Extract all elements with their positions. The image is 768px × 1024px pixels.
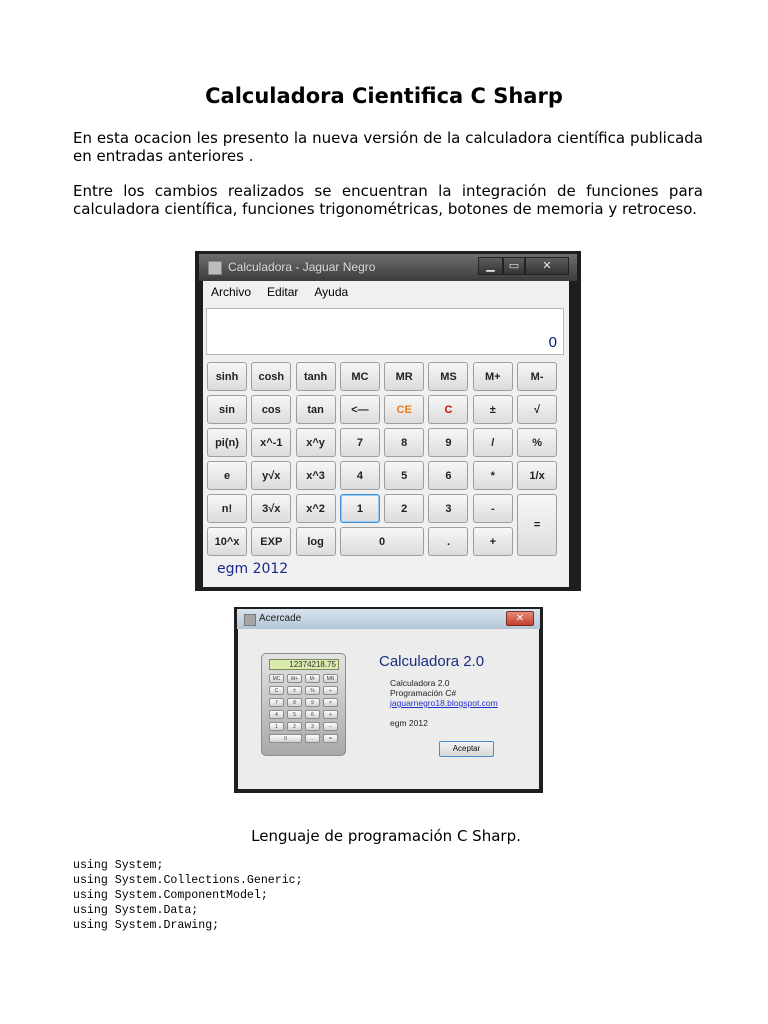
about-close-button[interactable]: ✕ [506,611,534,626]
key-add[interactable]: + [473,527,513,556]
illustration-key: M- [305,674,320,683]
key-tan[interactable]: tan [296,395,336,424]
calculator-display [206,308,564,355]
keypad [207,362,563,557]
code-block [73,858,303,933]
illustration-key: 7 [269,698,284,707]
key-cube-root[interactable]: 3√x [251,494,291,523]
key-5[interactable]: 5 [384,461,424,490]
key-clear[interactable]: C [428,395,468,424]
key-reciprocal[interactable]: 1/x [517,461,557,490]
illustration-key: 5 [287,710,302,719]
key-log[interactable]: log [296,527,336,556]
page-title: Calculadora Cientifica C Sharp [205,84,563,108]
key-8[interactable]: 8 [384,428,424,457]
illustration-key: 2 [287,722,302,731]
code-line: using System.ComponentModel; [73,889,268,902]
key-cube[interactable]: x^3 [296,461,336,490]
illustration-key: ÷ [323,686,338,695]
key-ten-power[interactable]: 10^x [207,527,247,556]
about-blog-link[interactable]: jaguarnegro18.blogspot.com [390,698,498,708]
key-cos[interactable]: cos [251,395,291,424]
key-4[interactable]: 4 [340,461,380,490]
key-e[interactable]: e [207,461,247,490]
key-tanh[interactable]: tanh [296,362,336,391]
key-memory-clear[interactable]: MC [340,362,380,391]
illustration-key: ± [287,686,302,695]
illustration-key: = [323,734,338,743]
key-0[interactable]: 0 [340,527,424,556]
key-power[interactable]: x^y [296,428,336,457]
key-equals[interactable]: = [517,494,557,556]
about-app-icon [244,614,256,626]
calculator-titlebar [199,254,577,281]
about-brand: egm 2012 [390,718,428,728]
key-divide[interactable]: / [473,428,513,457]
key-sqrt[interactable]: √ [517,395,557,424]
key-clear-entry[interactable]: CE [384,395,424,424]
key-reciprocal-power[interactable]: x^-1 [251,428,291,457]
key-3[interactable]: 3 [428,494,468,523]
illustration-key: 3 [305,722,320,731]
illustration-key: M+ [287,674,302,683]
ok-button[interactable]: Aceptar [439,741,494,757]
key-sinh[interactable]: sinh [207,362,247,391]
changes-paragraph: Entre los cambios realizados se encuentran la integración de funciones para calculadora científica, funciones trigonométricas, botones de memoria y retroceso. [73,182,703,218]
illustration-key: + [323,710,338,719]
illustration-key: × [323,698,338,707]
key-decimal[interactable]: . [428,527,468,556]
illustration-key: MC [269,674,284,683]
about-version: Calculadora 2.0 [390,678,450,688]
menu-ayuda[interactable]: Ayuda [314,285,349,299]
illustration-key: MR [323,674,338,683]
about-body [238,629,539,789]
intro-paragraph: En esta ocacion les presento la nueva versión de la calculadora científica publicada en entradas anteriores . [73,129,703,165]
illustration-key: . [305,734,320,743]
key-6[interactable]: 6 [428,461,468,490]
menu-archivo[interactable]: Archivo [211,285,252,299]
about-heading: Calculadora 2.0 [379,653,485,670]
key-factorial[interactable]: n! [207,494,247,523]
illustration-key: % [305,686,320,695]
illustration-display: 12374218.75 [269,659,339,670]
key-9[interactable]: 9 [428,428,468,457]
illustration-keys [269,674,341,743]
code-caption: Lenguaje de programación C Sharp. [251,827,521,845]
code-line: using System.Collections.Generic; [73,874,303,887]
key-memory-add[interactable]: M+ [473,362,513,391]
display-value: 0 [548,334,557,351]
key-cosh[interactable]: cosh [251,362,291,391]
key-1[interactable]: 1 [340,494,380,523]
calculator-title: Calculadora - Jaguar Negro [228,260,376,274]
app-icon [208,261,222,275]
illustration-key: 0 [269,734,302,743]
illustration-key: 1 [269,722,284,731]
calculator-window [195,251,581,591]
close-button[interactable]: ✕ [525,257,569,275]
key-memory-recall[interactable]: MR [384,362,424,391]
illustration-key: 9 [305,698,320,707]
about-language: Programación C# [390,688,457,698]
menu-bar [203,281,569,303]
menu-editar[interactable]: Editar [267,285,299,299]
illustration-key: C [269,686,284,695]
maximize-button[interactable]: ▭ [503,257,525,275]
illustration-key: 6 [305,710,320,719]
brand-label: egm 2012 [217,561,289,577]
key-square[interactable]: x^2 [296,494,336,523]
minimize-button[interactable]: ▁ [478,257,503,275]
key-multiply[interactable]: * [473,461,513,490]
illustration-key: 8 [287,698,302,707]
key-sin[interactable]: sin [207,395,247,424]
key-memory-store[interactable]: MS [428,362,468,391]
illustration-key: − [323,722,338,731]
illustration-key: 4 [269,710,284,719]
key-2[interactable]: 2 [384,494,424,523]
about-window [234,607,543,793]
key-subtract[interactable]: - [473,494,513,523]
code-line: using System.Drawing; [73,919,220,932]
key-exp[interactable]: EXP [251,527,291,556]
key-7[interactable]: 7 [340,428,380,457]
calculator-body [203,281,569,587]
key-percent[interactable]: % [517,428,557,457]
calculator-illustration-icon [261,653,346,756]
code-line: using System; [73,859,164,872]
code-line: using System.Data; [73,904,199,917]
key-backspace[interactable]: <— [340,395,380,424]
key-pi[interactable]: pi(n) [207,428,247,457]
key-nth-root[interactable]: y√x [251,461,291,490]
about-titlebar [237,609,540,629]
key-memory-subtract[interactable]: M- [517,362,557,391]
about-title: Acercade [259,613,302,624]
key-plus-minus[interactable]: ± [473,395,513,424]
